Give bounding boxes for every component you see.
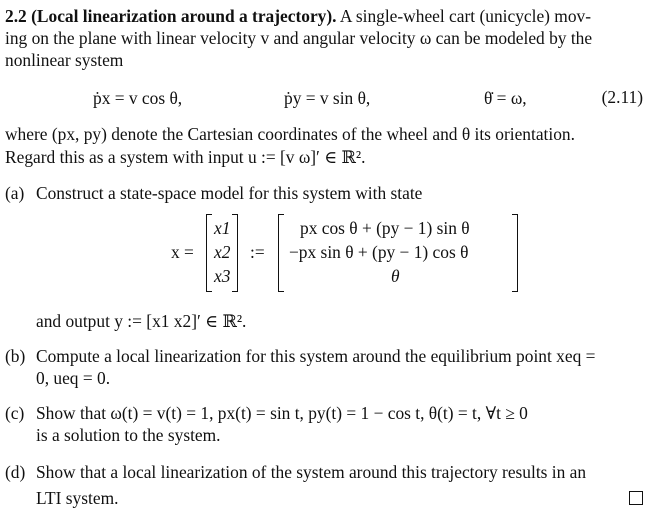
equation-theta: θ̇ = ω, bbox=[484, 88, 527, 108]
right-bracket-rhs bbox=[512, 214, 518, 292]
state-row-1: px cos θ + (py − 1) sin θ bbox=[300, 218, 470, 238]
part-a-label: (a) bbox=[5, 183, 25, 203]
right-bracket-x bbox=[232, 214, 238, 292]
part-c-line-2: is a solution to the system. bbox=[36, 425, 221, 445]
problem-intro-3: nonlinear system bbox=[5, 50, 124, 70]
part-b-line-1: Compute a local linearization for this system around the equilibrium point xeq = bbox=[36, 346, 596, 366]
output-line: and output y := [x1 x2]′ ∈ ℝ². bbox=[36, 311, 247, 331]
part-d-line-2: LTI system. bbox=[36, 488, 119, 508]
regard-line: Regard this as a system with input u := [v ω]′ ∈ ℝ². bbox=[5, 147, 366, 167]
part-c-line-1: Show that ω(t) = v(t) = 1, px(t) = sin t, py(t) = 1 − cos t, θ(t) = t, ∀t ≥ 0 bbox=[36, 403, 528, 423]
equation-px: ṗx = v cos θ, bbox=[93, 88, 183, 108]
state-x3: x3 bbox=[214, 266, 231, 286]
state-x2: x2 bbox=[214, 242, 231, 262]
left-bracket-rhs bbox=[278, 214, 284, 292]
state-def: := bbox=[250, 242, 265, 262]
problem-intro-1: A single-wheel cart (unicycle) mov- bbox=[339, 6, 592, 26]
part-c-label: (c) bbox=[5, 403, 25, 423]
problem-line-1 bbox=[5, 5, 591, 27]
part-d-label: (d) bbox=[5, 462, 26, 482]
problem-intro-2: ing on the plane with linear velocity v and angular velocity ω can be modeled by the bbox=[5, 28, 593, 48]
part-b-label: (b) bbox=[5, 346, 26, 366]
left-bracket-x bbox=[206, 214, 212, 292]
problem-number: 2.2 bbox=[5, 6, 27, 26]
part-d-line-1: Show that a local linearization of the system around this trajectory results in an bbox=[36, 462, 587, 482]
state-row-3: θ bbox=[391, 266, 400, 286]
state-x1: x1 bbox=[214, 218, 231, 238]
problem-title: (Local linearization around a trajectory). bbox=[31, 6, 337, 26]
equation-number: (2.11) bbox=[601, 87, 643, 107]
state-row-2: −px sin θ + (py − 1) cos θ bbox=[289, 242, 469, 262]
state-lhs: x = bbox=[171, 242, 194, 262]
part-a-text: Construct a state-space model for this system with state bbox=[36, 183, 423, 203]
qed-box bbox=[629, 491, 643, 505]
equation-py: ṗy = v sin θ, bbox=[284, 88, 371, 108]
part-b-line-2: 0, ueq = 0. bbox=[36, 368, 111, 388]
where-line: where (px, py) denote the Cartesian coordinates of the wheel and θ its orientation. bbox=[5, 124, 575, 144]
